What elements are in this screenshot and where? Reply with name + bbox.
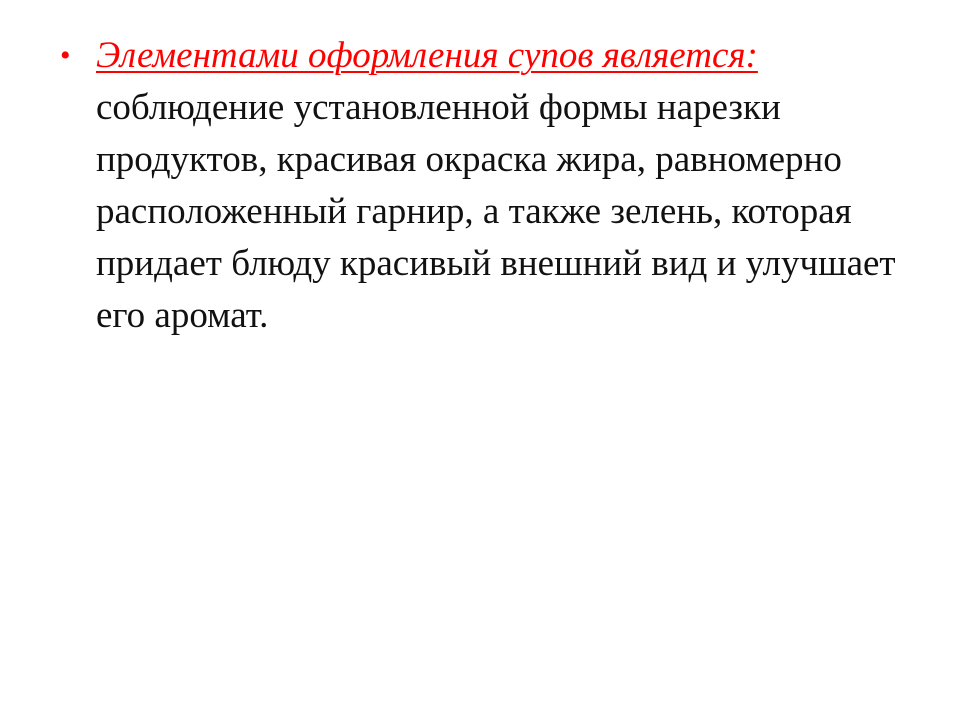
bullet-icon: •	[60, 39, 71, 72]
bullet-heading: Элементами оформления супов является:	[96, 35, 758, 76]
bullet-item	[60, 30, 900, 342]
bullet-body: соблюдение установленной формы нарезки продуктов, красивая окраска жира, равномерно расположенный гарнир, а также зелень, которая придает блюду красивый внешний вид и улучшает его аромат.	[96, 87, 896, 336]
bullet-text	[96, 30, 900, 342]
